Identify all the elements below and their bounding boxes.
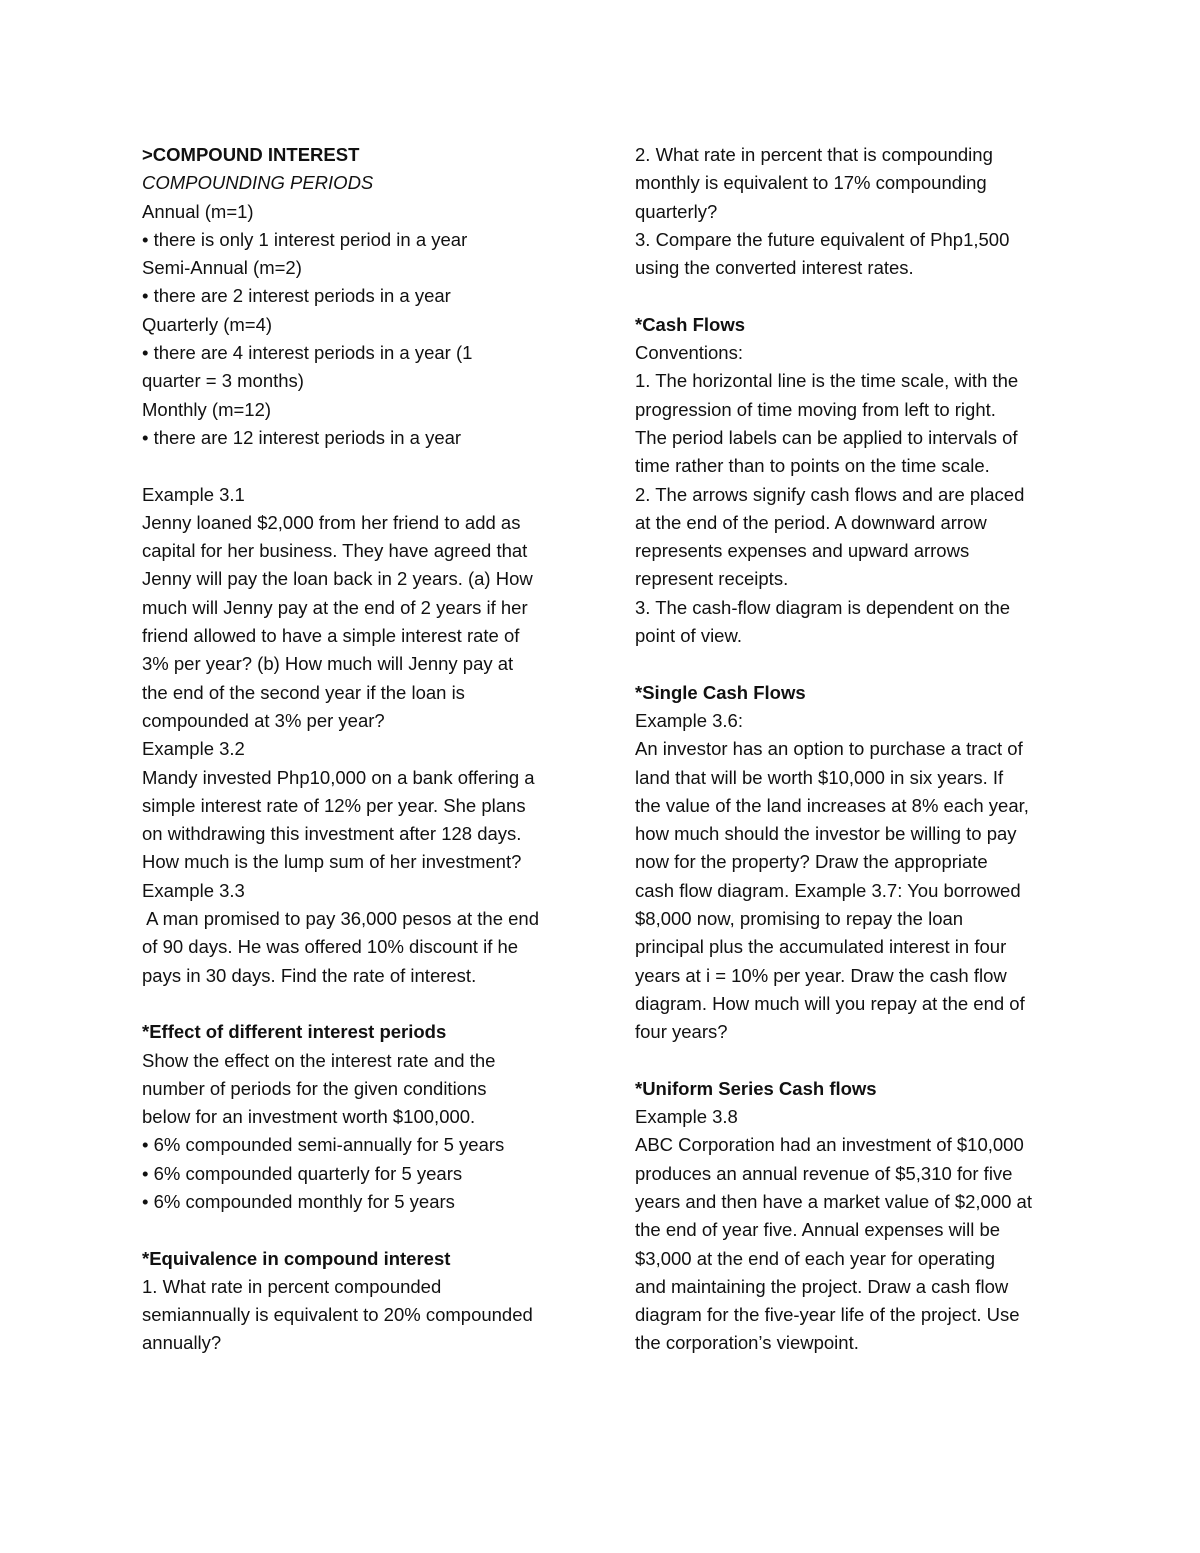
- text-line: 2. What rate in percent that is compounding: [635, 144, 993, 165]
- text-line: ABC Corporation had an investment of $10,000: [635, 1134, 1024, 1156]
- text-line: much will Jenny pay at the end of 2 years if her: [142, 596, 528, 618]
- text-line: the end of year five. Annual expenses will be: [635, 1219, 1001, 1241]
- text-line: time rather than to points on the time scale.: [635, 455, 990, 477]
- blank-line: [142, 1216, 582, 1244]
- text-line: at the end of the period. A downward arrow: [635, 511, 987, 533]
- text-line: using the converted interest rates.: [635, 257, 914, 279]
- text-line: compounded at 3% per year?: [142, 709, 385, 731]
- text-line: point of view.: [635, 625, 742, 647]
- text-line: An investor has an option to purchase a tract of: [635, 738, 1023, 760]
- blank-line: [142, 990, 582, 1018]
- text-line: Jenny loaned $2,000 from her friend to add as: [142, 511, 521, 533]
- text-line: monthly is equivalent to 17% compounding: [635, 172, 987, 194]
- section-heading: *Cash Flows: [635, 313, 745, 335]
- text-line: friend allowed to have a simple interest rate of: [142, 625, 520, 647]
- text-line: Example 3.6:: [635, 709, 743, 731]
- text-line: represents expenses and upward arrows: [635, 540, 970, 562]
- text-line: The period labels can be applied to intervals of: [635, 426, 1018, 448]
- section-heading: *Uniform Series Cash flows: [635, 1077, 877, 1099]
- section-heading: >COMPOUND INTEREST: [142, 144, 360, 165]
- text-line: • there are 12 interest periods in a year: [142, 426, 462, 448]
- text-line: Jenny will pay the loan back in 2 years. (a) How: [142, 568, 533, 590]
- text-line: Semi-Annual (m=2): [142, 257, 302, 279]
- text-line: number of periods for the given conditions: [142, 1077, 487, 1099]
- text-line: now for the property? Draw the appropriate: [635, 851, 988, 873]
- text-line: Conventions:: [635, 342, 743, 364]
- text-line: pays in 30 days. Find the rate of interest.: [142, 964, 477, 986]
- text-line: diagram for the five-year life of the project. Use: [635, 1304, 1020, 1326]
- text-line: capital for her business. They have agreed that: [142, 540, 528, 562]
- text-line: progression of time moving from left to right.: [635, 398, 996, 420]
- blank-line: [635, 650, 1075, 678]
- section-heading: *Single Cash Flows: [635, 681, 806, 703]
- text-line: cash flow diagram. Example 3.7: You borrowed: [635, 879, 1021, 901]
- text-line: Monthly (m=12): [142, 398, 272, 420]
- text-line: quarter = 3 months): [142, 370, 304, 392]
- right-column: [635, 141, 1075, 1358]
- text-line: 1. The horizontal line is the time scale, with the: [635, 370, 1019, 392]
- subheading: COMPOUNDING PERIODS: [142, 172, 374, 194]
- text-line: 3. The cash-flow diagram is dependent on the: [635, 596, 1011, 618]
- text-line: Example 3.1: [142, 483, 245, 505]
- text-line: produces an annual revenue of $5,310 for five: [635, 1162, 1013, 1184]
- text-line: Example 3.2: [142, 738, 245, 760]
- text-line: $8,000 now, promising to repay the loan: [635, 908, 964, 930]
- text-line: simple interest rate of 12% per year. She plans: [142, 794, 526, 816]
- text-line: 1. What rate in percent compounded: [142, 1275, 442, 1297]
- text-line: the end of the second year if the loan is: [142, 681, 465, 703]
- text-line: A man promised to pay 36,000 pesos at the end: [142, 908, 539, 930]
- text-line: • 6% compounded semi-annually for 5 years: [142, 1134, 505, 1156]
- text-line: years at i = 10% per year. Draw the cash flow: [635, 964, 1007, 986]
- text-line: • 6% compounded quarterly for 5 years: [142, 1162, 463, 1184]
- text-line: Quarterly (m=4): [142, 313, 273, 335]
- text-line: land that will be worth $10,000 in six years. If: [635, 766, 1004, 788]
- text-line: • there are 4 interest periods in a year (1: [142, 342, 473, 364]
- text-line: and maintaining the project. Draw a cash flow: [635, 1275, 1009, 1297]
- text-line: • 6% compounded monthly for 5 years: [142, 1190, 455, 1212]
- text-line: years and then have a market value of $2,000 at: [635, 1190, 1032, 1212]
- text-line: on withdrawing this investment after 128 days.: [142, 823, 522, 845]
- text-line: How much is the lump sum of her investment?: [142, 851, 522, 873]
- text-line: Example 3.8: [635, 1106, 738, 1128]
- text-line: of 90 days. He was offered 10% discount if he: [142, 936, 519, 958]
- text-line: below for an investment worth $100,000.: [142, 1106, 476, 1128]
- text-line: represent receipts.: [635, 568, 789, 590]
- text-line: $3,000 at the end of each year for operating: [635, 1247, 995, 1269]
- text-line: how much should the investor be willing to pay: [635, 823, 1017, 845]
- blank-line: [635, 1047, 1075, 1075]
- blank-line: [635, 282, 1075, 310]
- section-heading: *Effect of different interest periods: [142, 1021, 447, 1043]
- blank-line: [142, 452, 582, 480]
- text-line: 2. The arrows signify cash flows and are placed: [635, 483, 1025, 505]
- text-line: • there are 2 interest periods in a year: [142, 285, 451, 307]
- text-line: Example 3.3: [142, 879, 245, 901]
- text-line: the value of the land increases at 8% each year,: [635, 794, 1029, 816]
- left-column: [142, 141, 582, 1358]
- text-line: semiannually is equivalent to 20% compounded: [142, 1304, 533, 1326]
- text-line: the corporation’s viewpoint.: [635, 1332, 859, 1354]
- text-line: Show the effect on the interest rate and the: [142, 1049, 496, 1071]
- text-line: Mandy invested Php10,000 on a bank offering a: [142, 766, 535, 788]
- text-line: Annual (m=1): [142, 200, 254, 222]
- text-line: 3. Compare the future equivalent of Php1,500: [635, 228, 1010, 250]
- text-line: principal plus the accumulated interest in four: [635, 936, 1007, 958]
- section-heading: *Equivalence in compound interest: [142, 1247, 451, 1269]
- text-line: • there is only 1 interest period in a year: [142, 228, 468, 250]
- text-line: quarterly?: [635, 200, 718, 222]
- text-line: annually?: [142, 1332, 222, 1354]
- text-line: diagram. How much will you repay at the end of: [635, 992, 1025, 1014]
- text-line: 3% per year? (b) How much will Jenny pay at: [142, 653, 514, 675]
- text-line: four years?: [635, 1021, 728, 1043]
